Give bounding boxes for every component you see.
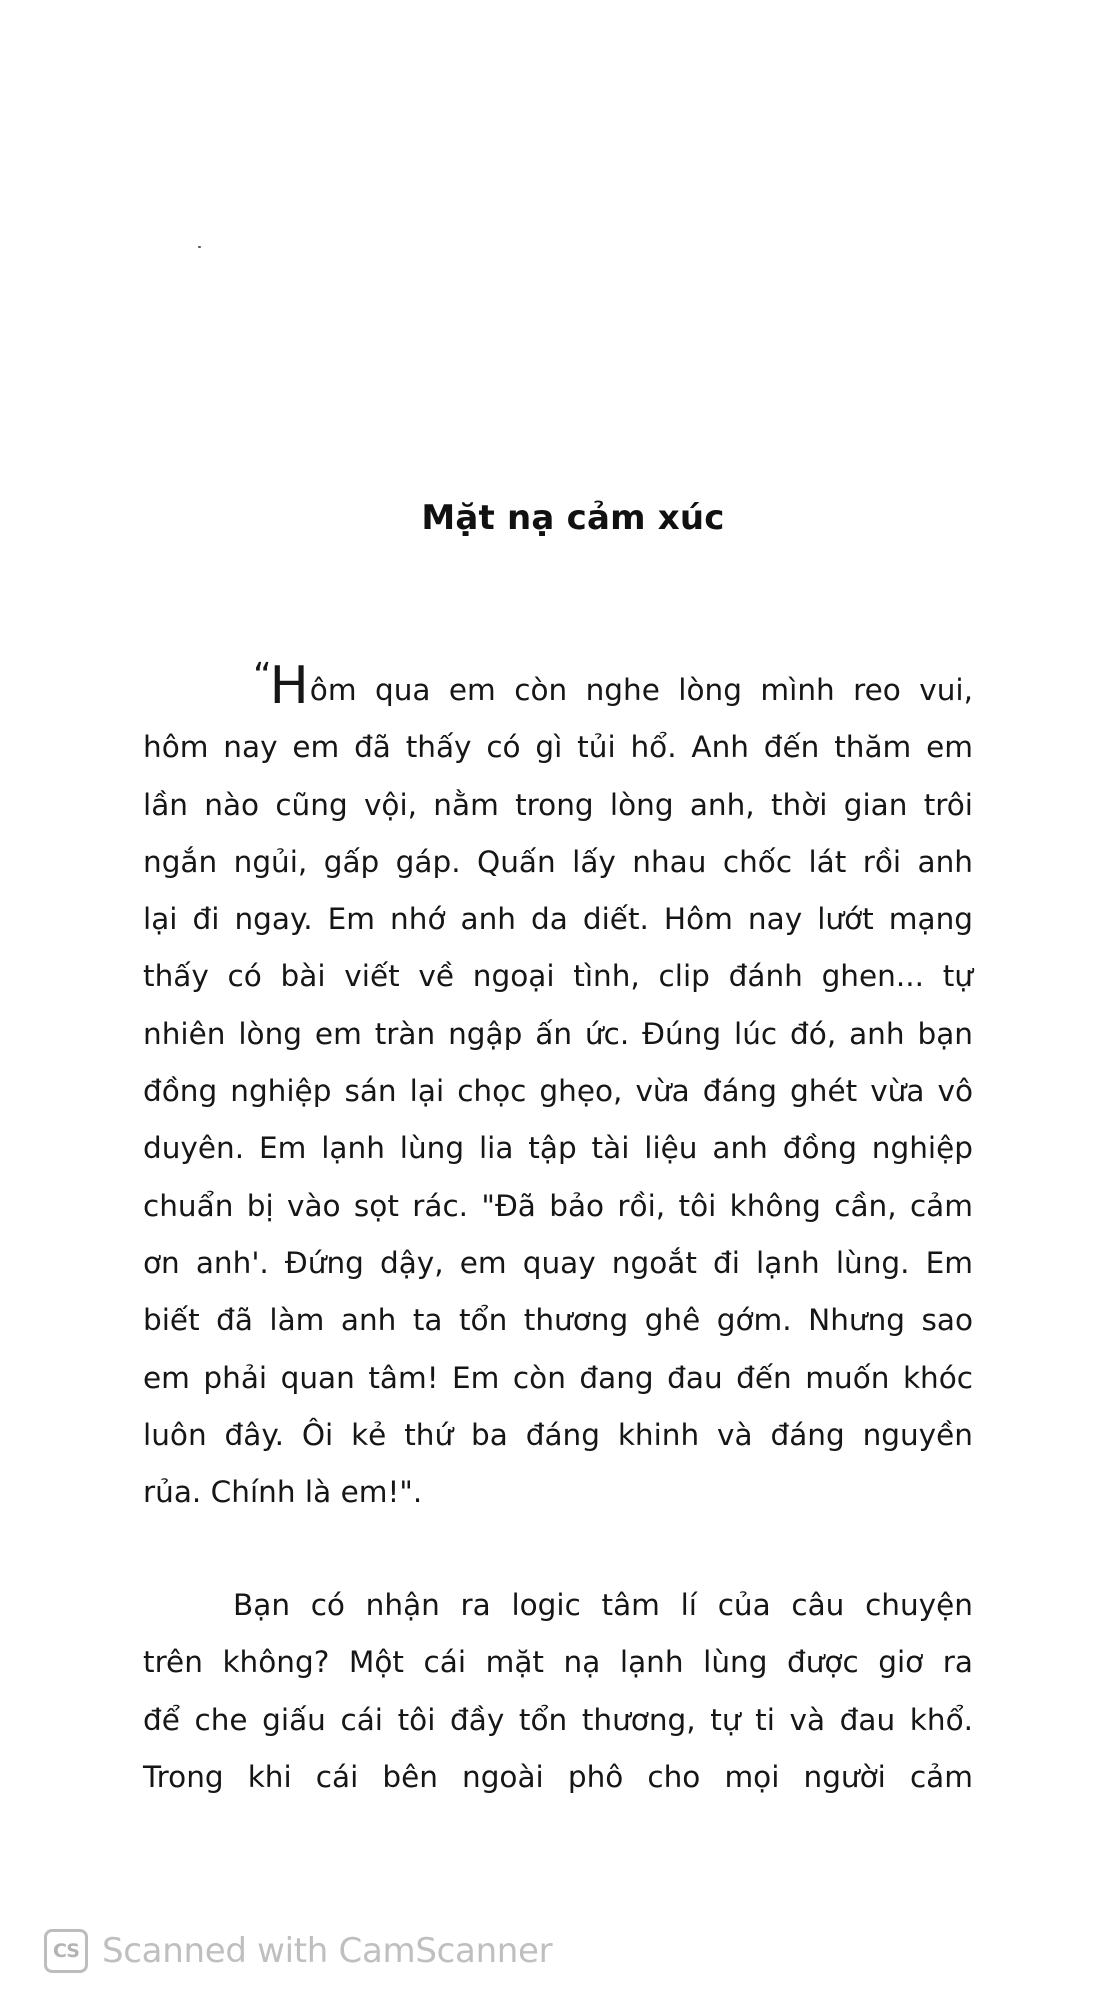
scan-speck bbox=[198, 246, 201, 248]
paragraph-line: đồng nghiệp sán lại chọc ghẹo, vừa đáng ghét vừa vô bbox=[143, 1074, 973, 1109]
chapter-title: Mặt nạ cảm xúc bbox=[421, 498, 725, 538]
paragraph-line: ơn anh'. Đứng dậy, em quay ngoắt đi lạnh lùng. Em bbox=[143, 1245, 973, 1280]
paragraph-line: luôn đây. Ôi kẻ thứ ba đáng khinh và đáng nguyền bbox=[143, 1417, 973, 1452]
paragraph-analysis bbox=[143, 1577, 973, 1806]
paragraph-line: trên không? Một cái mặt nạ lạnh lùng được giơ ra bbox=[143, 1645, 973, 1680]
paragraph-line: duyên. Em lạnh lùng lia tập tài liệu anh đồng nghiệp bbox=[143, 1131, 973, 1166]
paragraph-quote bbox=[143, 656, 973, 1521]
line-text: ôm qua em còn nghe lòng mình reo vui, bbox=[309, 673, 973, 707]
paragraph-line: biết đã làm anh ta tổn thương ghê gớm. Nhưng sao bbox=[143, 1303, 973, 1338]
paragraph-line: thấy có bài viết về ngoại tình, clip đánh ghen... tự bbox=[143, 959, 973, 994]
paragraph-line: nhiên lòng em tràn ngập ấn ức. Đúng lúc đó, anh bạn bbox=[143, 1016, 973, 1051]
camscanner-logo-icon: CS bbox=[44, 1929, 88, 1973]
paragraph-line: chuẩn bị vào sọt rác. "Đã bảo rồi, tôi không cần, cảm bbox=[143, 1188, 973, 1223]
paragraph-line: để che giấu cái tôi đầy tổn thương, tự ti và đau khổ. bbox=[143, 1702, 973, 1737]
paragraph-line: ngắn ngủi, gấp gáp. Quấn lấy nhau chốc lát rồi anh bbox=[143, 844, 973, 879]
paragraph-line: rủa. Chính là em!". bbox=[143, 1475, 423, 1510]
paragraph-line: hôm nay em đã thấy có gì tủi hổ. Anh đến thăm em bbox=[143, 730, 973, 765]
drop-cap: H bbox=[269, 656, 309, 716]
paragraph-line: Bạn có nhận ra logic tâm lí của câu chuyện bbox=[233, 1588, 973, 1622]
opening-quote-mark: “ bbox=[253, 656, 270, 697]
paragraph-line bbox=[143, 656, 973, 719]
paragraph-line: em phải quan tâm! Em còn đang đau đến muốn khóc bbox=[143, 1360, 973, 1395]
watermark-text: Scanned with CamScanner bbox=[102, 1931, 553, 1971]
camscanner-watermark bbox=[44, 1924, 552, 1978]
paragraph-line: lại đi ngay. Em nhớ anh da diết. Hôm nay lướt mạng bbox=[143, 902, 973, 937]
paragraph-line: Trong khi cái bên ngoài phô cho mọi người cảm bbox=[143, 1759, 973, 1794]
paragraph-line: lần nào cũng vội, nằm trong lòng anh, thời gian trôi bbox=[143, 787, 973, 822]
